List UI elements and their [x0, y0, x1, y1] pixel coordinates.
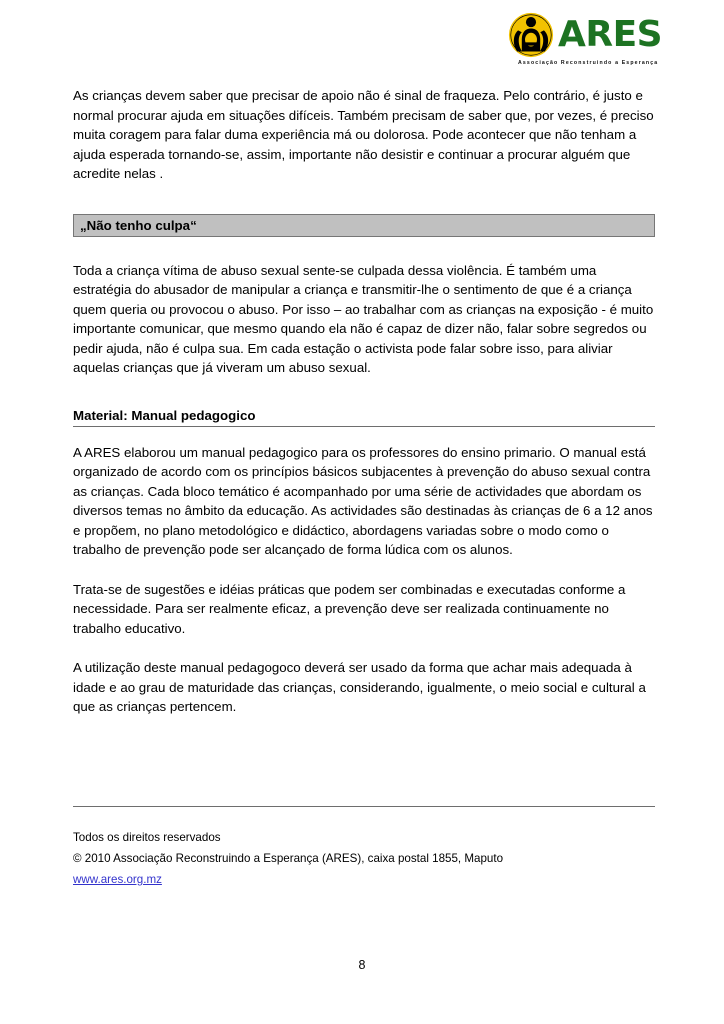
spacer [73, 184, 655, 214]
page-number: 8 [358, 958, 366, 972]
spacer [73, 638, 655, 658]
material-paragraph-2: Trata-se de sugestões e idéias práticas que podem ser combinadas e executadas conforme a necessidade. Para ser realmente eficaz, a prevenção deve ser realizada continuamente no trabalho educativo. [73, 581, 626, 636]
section-heading-material: Material: Manual pedagogico [73, 408, 655, 427]
logo-wordmark: ARES [558, 14, 663, 55]
section-heading-nao-tenho-culpa: „Não tenho culpa“ [73, 214, 655, 237]
logo-row [508, 12, 680, 58]
culpa-paragraph: Toda a criança vítima de abuso sexual sente-se culpada dessa violência. É também uma estratégia do abusador de manipular a criança e transmitir-lhe o sentimento de que é a criança quem queria ou provocou o abuso. Por isso – ao trabalhar com as crianças na exposição - é muito importante comunicar, que mesmo quando ela não é capaz de dizer não, falar sobre segredos ou pedir ajuda, não é culpa sua. Em cada estação o activista pode falar sobre isso, para aliviar aquelas crianças que já viveram um abuso sexual. [73, 262, 654, 375]
spacer [73, 560, 655, 580]
footer-website-link[interactable]: www.ares.org.mz [73, 873, 162, 886]
document-content [73, 86, 655, 717]
footer-divider [73, 806, 655, 807]
spacer [73, 237, 655, 261]
intro-paragraph: As crianças devem saber que precisar de apoio não é sinal de fraqueza. Pelo contrário, é justo e normal procurar ajuda em situações difíceis. Também precisam de saber que, por vezes, é preciso muita coragem para falar duma experiência má ou dolorosa. Pode acontecer que não tenham a ajuda esperada tornando-se, assim, importante não desistir e continuar a procurar alguém que acredite nelas . [73, 88, 654, 181]
footer-text-block [73, 827, 655, 890]
logo-tagline: Associação Reconstruindo a Esperança [518, 60, 659, 66]
footer-rights: Todos os direitos reservados [73, 831, 221, 844]
material-paragraph-1: A ARES elaborou um manual pedagogico para os professores do ensino primario. O manual está organizado de acordo com os princípios básicos subjacentes à prevenção do abuso sexual contra as crianças. Cada bloco temático é acompanhado por uma série de actividades que abordam os diversos temas no âmbito da educação. As actividades são destinadas às crianças de 6 a 12 anos e propõem, no plano metodológico e didáctico, abordagens variadas sobre o modo como o trabalho de prevenção pode ser alcançado de forma lúdica com os alunos. [73, 444, 653, 557]
spacer [73, 427, 655, 443]
ares-circle-figure-icon [508, 12, 554, 58]
footer-copyright: © 2010 Associação Reconstruindo a Esperança (ARES), caixa postal 1855, Maputo [73, 852, 504, 865]
document-footer [73, 806, 655, 890]
spacer [73, 378, 655, 408]
material-paragraph-3: A utilização deste manual pedagogoco deverá ser usado da forma que achar mais adequada à idade e ao grau de maturidade das crianças, considerando, igualmente, o meio social e cultural a que as crianças pertencem. [73, 660, 646, 714]
ares-logo [508, 12, 680, 74]
